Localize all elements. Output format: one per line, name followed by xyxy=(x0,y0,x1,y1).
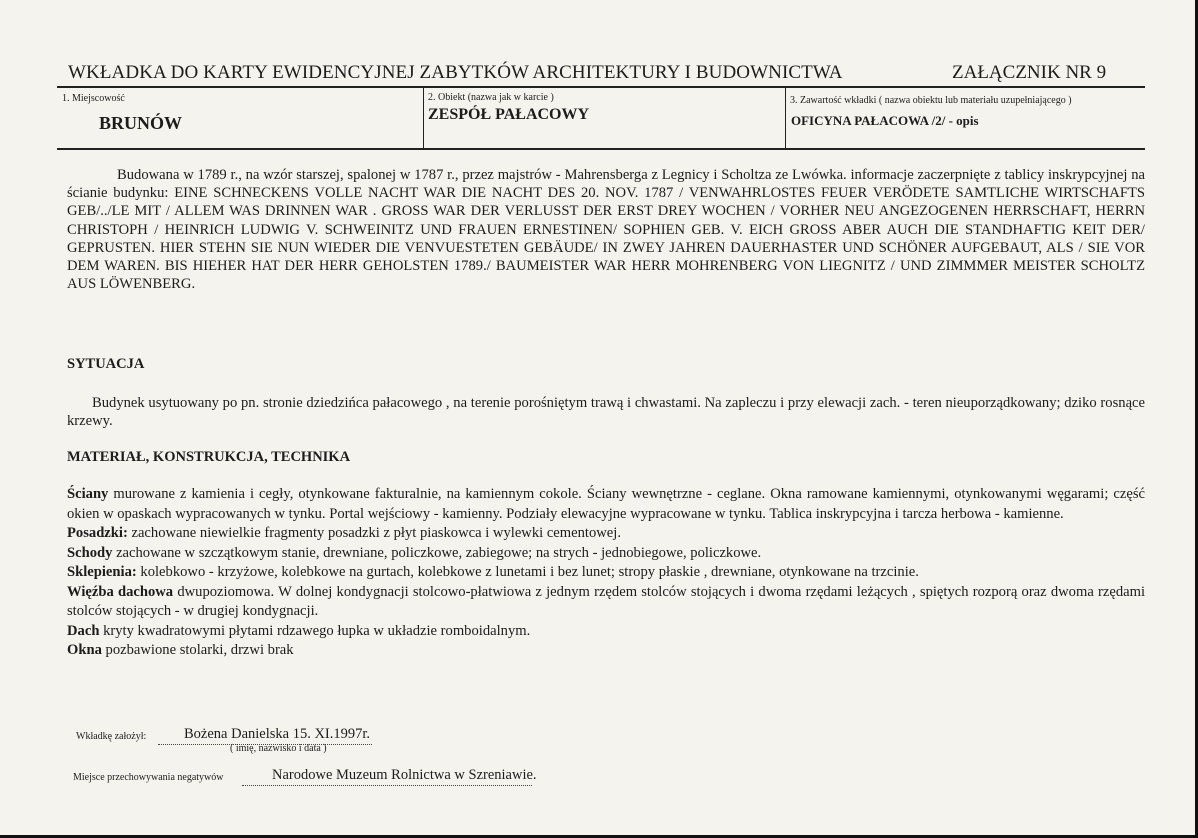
intro-text: Budowana w 1789 r., na wzór starszej, spalonej w 1787 r., przez majstrów - Mahrensberga z Legnicy i Scholtza ze Lwówka. informacje zaczerpnięte z tablicy inskrypcyjnej na ścianie budynku: EINE SCHNECKENS VOLLE NACHT WAR DIE NACHT DES 20. NOV. 1787 / VENWAHRLOSTES FEUER VERÖDETE SAMTLICHE WIRTSCHAFTS GEB/../LE MIT / ALLEM WAS DRINNEN WAR . GROSS WAR DER VERLUSST DER ERST DREY WOCHEN / VORHER NEU ANGEZOGENEN HERRSCHAFT, HERRN CHRISTOPH / HEINRICH LUDWIG V. SCHWEINITZ UND FRAUEN ERNESTINEN/ SOPHIEN GEB. V. EICH GROSS ABER AUCH DIE STANDHAFTIG KEIT DER/ GEPRUSTEN. HIER STEHN SIE NUN WIEDER DIE VENVUESTETEN GEBÄUDE/ IN ZWEY JAHREN DAUERHASTER UND SCHÖNER AUFGEBAUT, ALS / SIE VOR DEM WAREN. BIS HIEHER HAT DER HERR GEHOLSTEN 1789./ BAUMEISTER WAR HERR MOHRENBERG VON LIEGNITZ / UND ZIMMMER MEISTER SCHOLTZ AUS LÖWENBERG. xyxy=(67,167,1145,293)
material-list xyxy=(67,485,1145,661)
content-value: OFICYNA PAŁACOWA /2/ - opis xyxy=(791,113,979,128)
author-hint: ( imię, nazwisko i data ) xyxy=(230,743,327,754)
object-value: ZESPÓŁ PAŁACOWY xyxy=(428,106,590,123)
storage-dotted-line xyxy=(242,785,532,786)
author-value: Bożena Danielska 15. XI.1997r. xyxy=(184,726,371,742)
material-heading: MATERIAŁ, KONSTRUKCJA, TECHNIKA xyxy=(67,449,351,465)
material-item-floors: Posadzki: zachowane niewielkie fragmenty posadzki z płyt piaskowca i wylewki cementowej. xyxy=(67,525,621,541)
column-divider-2 xyxy=(785,88,786,148)
annex-number: ZAŁĄCZNIK NR 9 xyxy=(952,62,1107,83)
author-label: Wkładkę założył: xyxy=(76,731,147,742)
situation-text: Budynek usytuowany po pn. stronie dziedzińca pałacowego , na terenie porośniętym trawą i chwastami. Na zapleczu i przy elewacji zach. - teren nieuporządkowany; dziko rosnące krzewy. xyxy=(67,395,1145,430)
situation-heading: SYTUACJA xyxy=(67,356,145,372)
storage-value: Narodowe Muzeum Rolnictwa w Szreniawie. xyxy=(272,767,537,783)
locality-value: BRUNÓW xyxy=(99,113,183,133)
header-rule-top xyxy=(57,86,1145,88)
document-title: WKŁADKA DO KARTY EWIDENCYJNEJ ZABYTKÓW ARCHITEKTURY I BUDOWNICTWA xyxy=(68,62,843,83)
content-label: 3. Zawartość wkładki ( nazwa obiektu lub materiału uzupełniającego ) xyxy=(790,95,1072,106)
material-item-walls: Ściany murowane z kamienia i cegły, otynkowane fakturalnie, na kamiennym cokole. Ściany wewnętrzne - ceglane. Okna ramowane kamiennymi, otynkowanymi węgarami; część okien w opaskach wypracowanych w tynku. Portal wejściowy - kamienny. Podziały elewacyjne wypracowane w tynku. Tablica inskrypcyjna i tarcza herbowa - kamienne. xyxy=(67,486,1145,522)
material-item-vaults: Sklepienia: kolebkowo - krzyżowe, kolebkowe na gurtach, kolebkowe z lunetami i bez lunet; stropy płaskie , drewniane, otynkowane na trzcinie. xyxy=(67,564,919,580)
storage-label: Miejsce przechowywania negatywów xyxy=(73,772,224,783)
object-label: 2. Obiekt (nazwa jak w karcie ) xyxy=(428,92,554,103)
material-item-windows: Okna pozbawione stolarki, drzwi brak xyxy=(67,642,294,658)
material-item-roof-truss: Więźba dachowa dwupoziomowa. W dolnej kondygnacji stolcowo-płatwiowa z jednym rzędem stolców stojących i dwoma rzędami leżących , spiętych rozporą oraz dwoma rzędami stolców stojących - w drugiej kondygnacji. xyxy=(67,583,1145,619)
locality-label: 1. Miejscowość xyxy=(62,93,125,104)
material-item-stairs: Schody zachowane w szczątkowym stanie, drewniane, policzkowe, zabiegowe; na strych - jednobiegowe, policzkowe. xyxy=(67,544,762,561)
situation-paragraph xyxy=(67,394,1145,430)
column-divider-1 xyxy=(423,88,424,148)
intro-paragraph xyxy=(67,166,1145,293)
material-item-roof: Dach kryty kwadratowymi płytami rdzawego łupka w układzie romboidalnym. xyxy=(67,622,531,639)
header-rule-bottom xyxy=(57,148,1145,150)
